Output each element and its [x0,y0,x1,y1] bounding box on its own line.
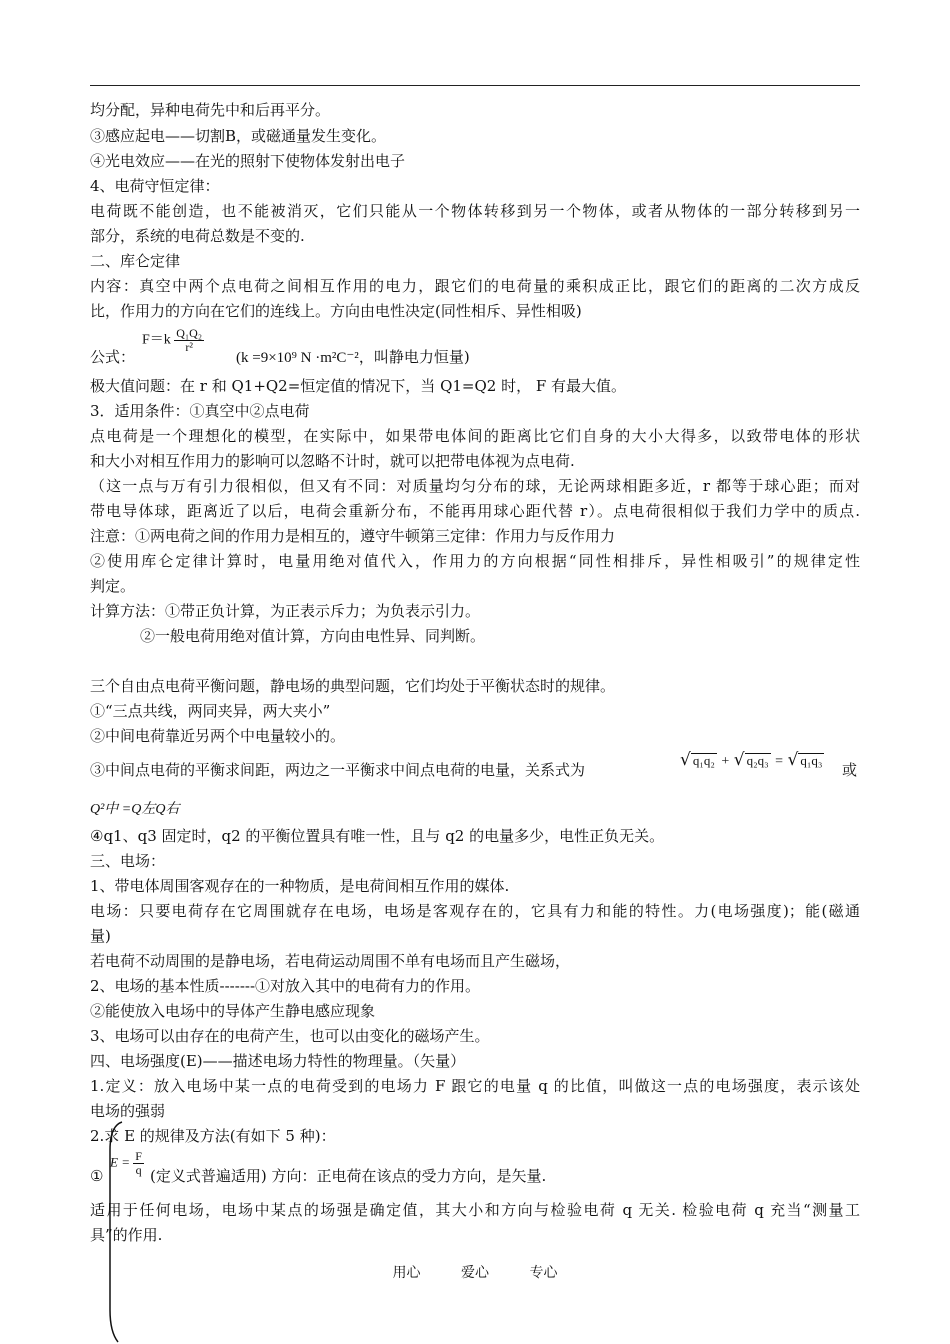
equals-sign: = [775,754,784,769]
footer-item: 用心 [392,1265,421,1281]
text-line: 量) [90,927,111,945]
text-line: 电荷既不能创造，也不能被消灭，它们只能从一个物体转移到另一个物体，或者从物体的一部分转移到另一 [90,202,860,220]
formula-constant [236,347,470,368]
text-line: 带电导体球，距离近了以后，电荷会重新分布，不能再用球心距代替 r）。点电荷很相似于我们力学中的质点. [90,502,860,520]
formula-denominator: r² [185,340,193,354]
text-line: 计算方法：①带正负计算，为正表示斥力；为负表示引力。 [90,602,481,620]
text-line: ①“三点共线，两同夹异，两大夹小” [90,702,331,720]
sqrt-term: q₁q₂ [692,753,715,768]
text-line: 极大值问题：在 r 和 Q1+Q2=恒定值的情况下，当 Q1=Q2 时， F 有最大值。 [90,377,627,395]
text-line: 和大小对相互作用力的影响可以忽略不计时，就可以把带电体视为点电荷. [90,452,575,470]
text-line: 2、电场的基本性质-------①对放入其中的电荷有力的作用。 [90,977,481,995]
sqrt-icon: √ [680,750,691,770]
section-heading: 四、电场强度(E)——描述电场力特性的物理量。（矢量） [90,1052,466,1070]
text-line: 适用于任何电场，电场中某点的场强是确定值，其大小和方向与检验电荷 q 无关. 检验电荷 q 充当“测量工 [90,1201,860,1219]
text-line: 若电荷不动周围的是静电场，若电荷运动周围不单有电场而且产生磁场， [90,952,571,970]
text-line: ③感应起电——切割B，或磁通量发生变化。 [90,127,387,145]
k-note: ，叫静电力恒量) [358,348,470,366]
text-line: 部分，系统的电荷总数是不变的. [90,227,305,245]
formula-numerator: Q₁Q₂ [176,326,202,340]
header-rule [90,85,860,86]
text-line: （这一点与万有引力很相似，但又有不同：对质量均匀分布的球，无论两球相距多近，r 都等于球心距；而对 [90,477,860,495]
efield-numerator: F [135,1149,142,1163]
charge-product-formula: Q²中 =Q左Q右 [90,802,180,817]
brace-icon [100,1120,130,1344]
efield-mark: ① [90,1167,104,1185]
text-line: 比，作用力的方向在它们的连线上。方向由电性决定(同性相斥、异性相吸) [90,302,582,320]
k-value: (k =9×10⁹ N ·m²C⁻² [236,350,359,366]
coulomb-formula [142,327,204,354]
efield-text: (定义式普遍适用) 方向：正电荷在该点的受力方向，是矢量. [150,1167,547,1185]
text-line: ④光电效应——在光的照射下使物体发射出电子 [90,152,406,170]
text-line: 3、电场可以由存在的电荷产生，也可以由变化的磁场产生。 [90,1027,490,1045]
text-line: 注意：①两电荷之间的作用力是相互的，遵守牛顿第三定律：作用力与反作用力 [90,527,616,545]
formula-label: 公式： [90,348,136,366]
formula-lhs: F＝k [142,332,171,348]
text-line: 1.定义：放入电场中某一点的电荷受到的电场力 F 跟它的电量 q 的比值，叫做这一点的电场强度，表示该处 [90,1077,860,1095]
text-line: ②使用库仑定律计算时，电量用绝对值代入，作用力的方向根据“同性相排斥，异性相吸引”的规律定性 [90,552,860,570]
section-heading: 4、电荷守恒定律： [90,177,220,195]
text-line: 三个自由点电荷平衡问题，静电场的典型问题，它们均处于平衡状态时的规律。 [90,677,616,695]
text-line: 1、带电体周围客观存在的一种物质，是电荷间相互作用的媒体. [90,877,510,895]
page-footer [0,1262,950,1282]
text-line: 3．适用条件：①真空中②点电荷 [90,402,310,420]
text-line: 电场：只要电荷存在它周围就存在电场，电场是客观存在的，它具有力和能的特性。力(电场强度)；能(磁通 [90,902,860,920]
text-line: 电场的强弱 [90,1102,166,1120]
sqrt-icon: √ [787,750,799,770]
sqrt-term: q₁q₃ [800,753,823,768]
sqrt-icon: √ [733,750,745,770]
efield-denominator: q [135,1163,142,1177]
section-heading: 三、电场： [90,852,166,870]
formula-fraction [174,327,204,354]
text-line: 判定。 [90,577,136,595]
text-line: 点电荷是一个理想化的模型，在实际中，如果带电体间的距离比它们自身的大小大得多，以致带电体的形状 [90,427,860,445]
text-line: ②中间电荷靠近另两个中电量较小的。 [90,727,346,745]
balance-text: ③中间点电荷的平衡求间距，两边之一平衡求中间点电荷的电量，关系式为 [90,761,586,779]
plus-sign: + [721,754,730,769]
section-heading: 二、库仑定律 [90,252,181,270]
text-line: ②能使放入电场中的导体产生静电感应现象 [90,1002,376,1020]
text-line: ②一般电荷用绝对值计算，方向由电性异、同判断。 [140,627,486,645]
efield-fraction [133,1150,144,1177]
sqrt-term: q₂q₃ [746,753,769,768]
footer-item: 爱心 [461,1265,489,1281]
text-line: ④q1、q3 固定时，q2 的平衡位置具有唯一性，且与 q2 的电量多少，电性正负无关。 [90,827,665,845]
footer-item: 专心 [529,1265,558,1281]
text-line: 均分配，异种电荷先中和后再平分。 [90,101,331,119]
text-line: 具”的作用. [90,1226,163,1244]
text-line: 内容：真空中两个点电荷之间相互作用的电力，跟它们的电荷量的乘积成正比，跟它们的距离的二次方成反 [90,277,860,295]
balance-or: 或 [842,761,858,779]
efield-lhs: E = [110,1154,130,1170]
text-line: 2.求 E 的规律及方法(有如下 5 种)： [90,1127,336,1145]
balance-formula [680,750,824,770]
